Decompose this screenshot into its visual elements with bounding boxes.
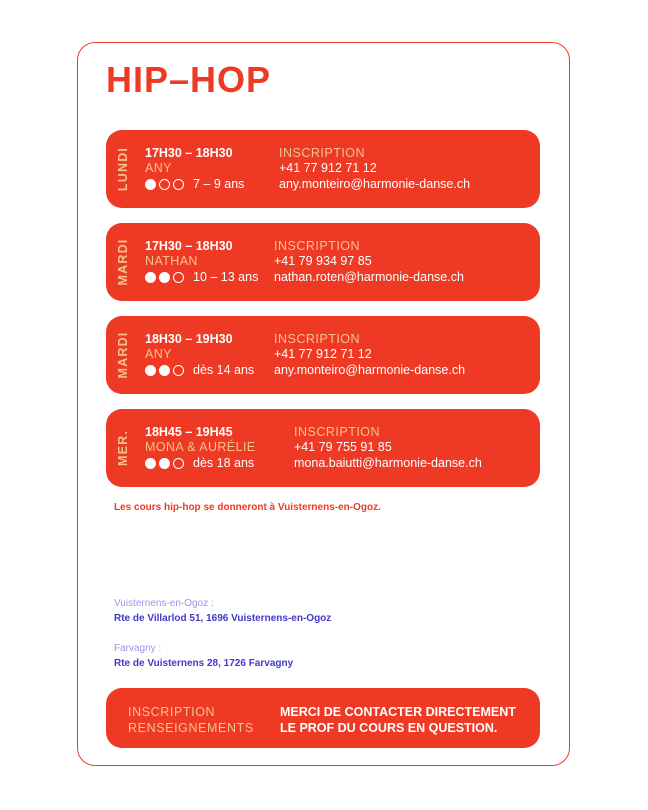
inscription-label: INSCRIPTION [279,146,366,160]
level-dots-icon [145,365,187,376]
location-label: Vuisternens-en-Ogoz : [114,598,214,609]
page-title: HIP–HOP [106,59,272,100]
class-level [145,270,258,285]
class-teacher: MONA & AURÉLIE [145,440,256,455]
empty-circle-icon [173,179,184,190]
location-note: Les cours hip-hop se donneront à Vuisternens-en-Ogoz. [114,502,381,513]
phone-number[interactable]: +41 79 934 97 85 [274,254,372,269]
class-time: 17H30 – 18H30 [145,239,233,253]
phone-number[interactable]: +41 77 912 71 12 [274,347,372,362]
class-day: MARDI [116,238,130,286]
empty-circle-icon [159,179,170,190]
class-contact [274,332,465,378]
class-time: 18H45 – 19H45 [145,425,233,439]
banner-inscription-label: INSCRIPTION [128,705,216,719]
class-level [145,177,244,192]
class-ages: dès 18 ans [193,455,255,470]
class-time: 17H30 – 18H30 [145,146,233,160]
class-info [145,146,244,192]
class-teacher: ANY [145,161,172,176]
level-dots-icon [145,458,187,469]
class-day: MER. [116,429,130,467]
class-level [145,363,254,378]
class-card [106,316,540,394]
class-day: LUNDI [116,146,130,192]
class-ages: 10 – 13 ans [193,269,259,284]
class-level [145,456,256,471]
class-contact [274,239,464,285]
phone-number[interactable]: +41 79 755 91 85 [294,440,392,455]
class-contact [294,425,482,471]
empty-circle-icon [173,365,184,376]
email-link[interactable]: mona.baiutti@harmonie-danse.ch [294,455,482,470]
inscription-label: INSCRIPTION [274,239,361,253]
level-dots-icon [145,179,187,190]
class-card [106,130,540,208]
class-card [106,223,540,301]
class-info [145,425,256,471]
banner-message [280,704,516,736]
location-address: Rte de Villarlod 51, 1696 Vuisternens-en-Ogoz [114,613,332,624]
class-teacher: NATHAN [145,254,198,269]
empty-circle-icon [173,458,184,469]
class-contact [279,146,470,192]
phone-number[interactable]: +41 77 912 71 12 [279,161,377,176]
email-link[interactable]: any.monteiro@harmonie-danse.ch [279,176,471,191]
filled-circle-icon [145,365,156,376]
location-address: Rte de Vuisternens 28, 1726 Farvagny [114,658,294,669]
filled-circle-icon [159,365,170,376]
inscription-label: INSCRIPTION [294,425,381,439]
class-card [106,409,540,487]
class-teacher: ANY [145,347,172,362]
contact-banner [106,688,540,748]
filled-circle-icon [145,458,156,469]
class-info [145,332,254,378]
inscription-label: INSCRIPTION [274,332,361,346]
level-dots-icon [145,272,187,283]
email-link[interactable]: nathan.roten@harmonie-danse.ch [274,269,464,284]
banner-message-line: MERCI DE CONTACTER DIRECTEMENT [280,705,516,719]
filled-circle-icon [159,458,170,469]
class-time: 18H30 – 19H30 [145,332,233,346]
banner-labels [128,704,254,736]
location-label: Farvagny : [114,643,162,654]
filled-circle-icon [145,272,156,283]
filled-circle-icon [159,272,170,283]
class-day: MARDI [116,331,130,379]
banner-message-line: LE PROF DU COURS EN QUESTION. [280,721,498,735]
class-ages: dès 14 ans [193,362,255,377]
banner-info-label: RENSEIGNEMENTS [128,721,254,735]
empty-circle-icon [173,272,184,283]
email-link[interactable]: any.monteiro@harmonie-danse.ch [274,362,466,377]
class-ages: 7 – 9 ans [193,176,245,191]
class-info [145,239,258,285]
filled-circle-icon [145,179,156,190]
